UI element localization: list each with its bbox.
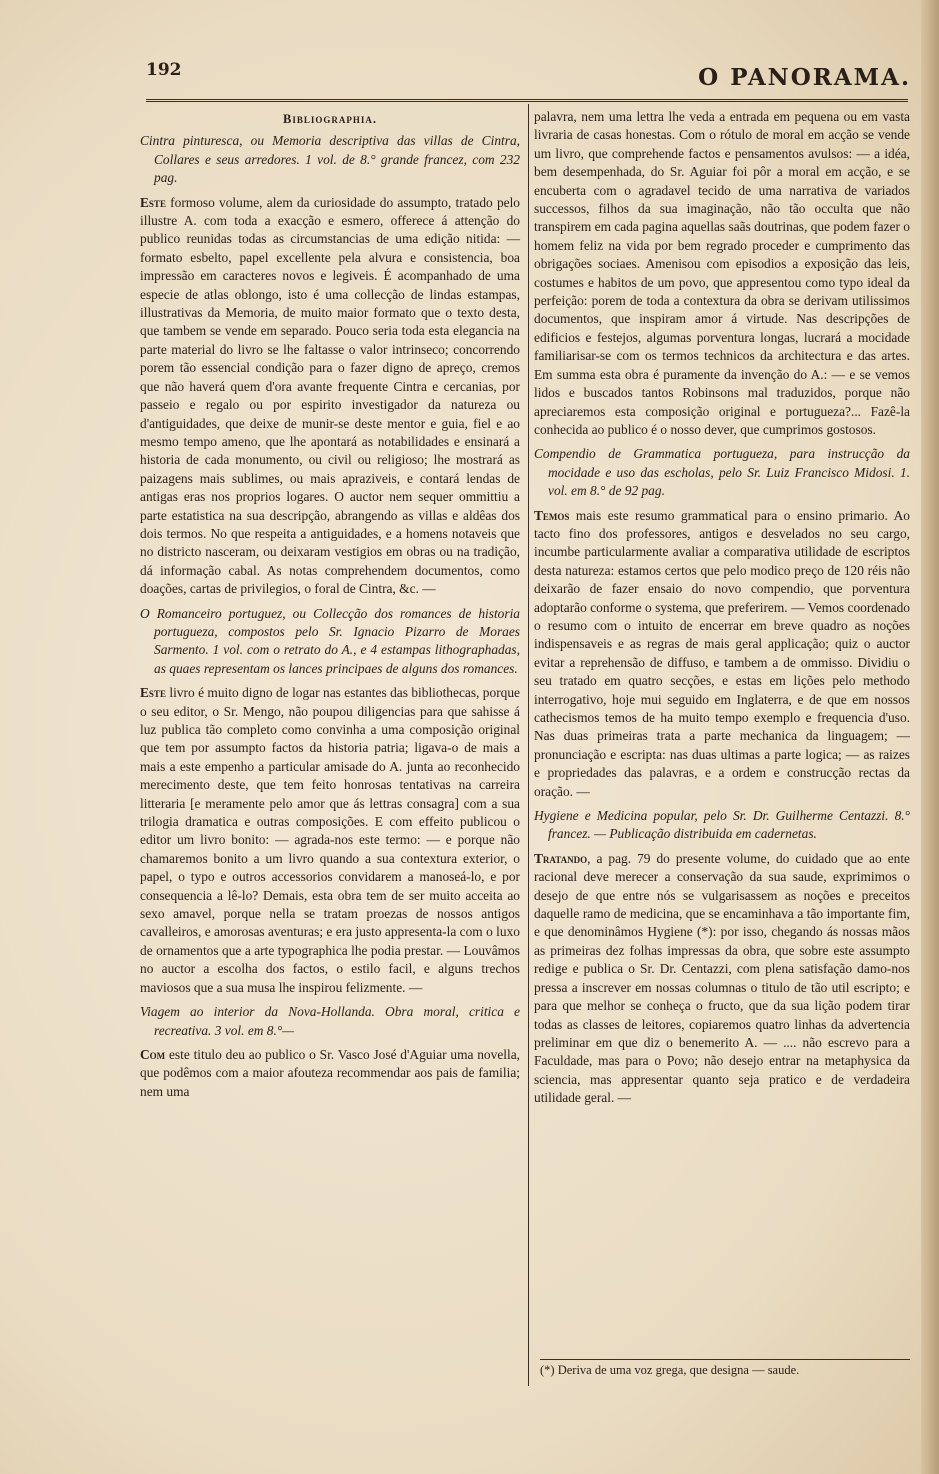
left-column [140, 108, 520, 1107]
review-paragraph: palavra, nem uma lettra lhe veda a entrada em pequena ou em vasta livraria de casas honestas. Com o rótulo de moral em acção se vende um livro, que comprehende factos e pensamentos avulsos: — a idéa, bem desempenhada, do Sr. Aguiar foi pôr a moral em acção, e se encuberta com o agradavel tecido de uma narrativa de variados successos, filhos da sua imaginação, não tão occulta que não transpirem em cada pagina aquellas saãs doutrinas, que podem fazer o homem feliz na vida por bem regrado proceder e cumprimento das obrigações sociaes. Amenisou com episodios a exposição das leis, costumes e habitos de um povo, que appresentou como typo ideal da perfeição: porem de toda a contextura da obra se derivam utilissimos documentos, que inspiram amor á virtude. Nas descripções de edificios e festejos, algumas porventura longas, lucrará a mocidade familiarisar-se com os termos technicos da architectura e das artes. Em summa esta obra é puramente da invenção do A.: — e se vemos lidos e buscados tantos Robinsons mal traduzidos, porque não apreciaremos esta composição original e portugueza?... Fazê-la conhecida ao publico é o nosso dever, que cumprimos gostosos. [534, 109, 910, 437]
book-entry-romanceiro: O Romanceiro portuguez, ou Collecção dos romances de historia portugueza, compostos pelo Sr. Ignacio Pizarro de Moraes Sarmento. 1 vol. com o retrato do A., e 4 estampas lithographadas, as quaes representam os lances principaes de alguns dos romances. [140, 605, 520, 676]
page-header [136, 60, 911, 96]
paragraph-lead: Temos [534, 507, 570, 523]
review-paragraph: Tratando, a pag. 79 do presente volume, do cuidado que ao ente racional deve merecer a conservação da sua saude, exprimimos o desejo de que entre nós se vulgarisassem as noções e preceitos daquelle ramo de medicina, que se encaminhava a tão importante fim, e que denominâmos Hygiene (*): por isso, chegando ás nossas mãos as primeiras dez folhas impressas da obra, que sobre este assumpto redige e publica o Sr. Dr. Centazzi, com plena satisfação damo-nos pressa a inscrever em nossas columnas o titulo de tão util escripto; e para que melhor se conheça o fructo, que da sua lição podem tirar todas as classes de leitores, copiaremos quatro linhas da advertencia preliminar em que diz o benemerito A. — .... não escrevo para a Faculdade, mas para o Povo; não desejo entrar na metaphysica da sciencia, mas appresentar quanto seja pratico e de verdadeira utilidade geral. — [534, 850, 910, 1106]
review-paragraph: Este formoso volume, alem da curiosidade do assumpto, tratado pelo illustre A. com toda a exacção e esmero, offerece á attenção do publico reunidas todas as circumstancias de uma edição nitida: — formato esbelto, papel excellente pela alvura e consistencia, boa impressão em caracteres novos e legiveis. É acompanhado de uma especie de atlas oblongo, isto é uma collecção de lindas estampas, illustrativas da Memoria, de muito maior formato que o texto desta, que tambem se vende em separado. Pouco seria toda esta elegancia na parte material do livro se lhe faltasse o valor intrinseco; concorrendo porem tão essencial condição para o fazer digno de apreço, cremos que não haverá quem d'ora avante frequente Cintra e cercanias, por passeio e regalo ou por espirito investigador da natureza ou d'antiguidades, que deixe de munir-se deste mentor e guia, fiel e ao mesmo tempo ameno, que lhe apontará as notabilidades e ensinará a historia de cada monumento, ou civil ou religioso; lhe mostrará as paizagens mais sublimes, ou mais apraziveis, e contará lendas de antigas eras nos proprios logares. O auctor nem sequer ommittiu a parte estatistica na sua descripção, abrangendo as villas e aldêas dos dois termos. No que respeita a antiguidades, e a homens notaveis que no districto nasceram, ou deixaram vestigios em obras ou na tradição, dá informação cabal. As notas comprehendem documentos, como doações, cartas de privilegios, o foral de Cintra, &c. — [140, 194, 520, 597]
right-column [534, 108, 910, 1114]
header-rule [146, 99, 908, 102]
page-number: 192 [146, 60, 182, 80]
journal-title: O PANORAMA. [698, 64, 911, 91]
footnote: (*) Deriva de uma voz grega, que designa — saude. [540, 1359, 910, 1378]
page-edge [921, 0, 939, 1474]
book-entry-hygiene: Hygiene e Medicina popular, pelo Sr. Dr. Guilherme Centazzi. 8.° francez. — Publicação distribuida em cadernetas. [534, 808, 910, 842]
review-paragraph: Este livro é muito digno de logar nas estantes das bibliothecas, porque o seu editor, o Sr. Mengo, não poupou diligencias para que sahisse á luz publica tão completo como convinha a uma composição original que tem por assumpto factos da historia patria; ligava-o de mais a mais a este empenho a particular amisade do A. junta ao reconhecido merecimento deste, que tem feito honrosas tentativas na carreira litteraria [e meramente pelo amor que ás lettras consagra] com a sua trilogia dramatica e outras composições. E com effeito publicou o editor um livro bonito: — agrada-nos este termo: — e porque não chamaremos bonito a um livro quando a sua contextura exterior, o papel, o typo e outros accessorios convidarem a manoseá-lo, e por consequencia a lê-lo? Demais, esta obra tem de ser muito acceita ao sexo amavel, porque nella se tratam proezas de nossos antigos cavalleiros, e amorosas aventuras; e era justo appresenta-la com o luxo de ornamentos que a arte typographica lhe podia prestar. — Louvâmos no auctor a escolha dos factos, o estilo facil, e alguns trechos maviosos que a sua musa lhe inspirou felizmente. — [140, 685, 520, 995]
paragraph-lead: Tratando [534, 850, 588, 866]
book-entry-viagem: Viagem ao interior da Nova-Hollanda. Obra moral, critica e recreativa. 3 vol. em 8.°— [140, 1004, 520, 1038]
book-entry-compendio: Compendio de Grammatica portugueza, para instrucção da mocidade e uso das escholas, pelo Sr. Luiz Francisco Midosi. 1. vol. em 8.° de 92 pag. [534, 446, 910, 499]
section-heading: Bibliographia. [283, 112, 377, 126]
paragraph-lead: Este [140, 685, 166, 701]
paragraph-lead: Com [140, 1046, 166, 1062]
paragraph-lead: Este [140, 194, 166, 210]
column-divider [528, 104, 529, 1386]
review-paragraph: Com este titulo deu ao publico o Sr. Vasco José d'Aguiar uma novella, que podêmos com a maior afouteza recommendar aos pais de familia; nem uma [140, 1046, 520, 1099]
book-entry-cintra: Cintra pinturesca, ou Memoria descriptiva das villas de Cintra, Collares e seus arredores. 1 vol. de 8.° grande francez, com 232 pag. [140, 133, 520, 186]
review-paragraph: Temos mais este resumo grammatical para o ensino primario. Ao tacto fino dos professores, antigos e desvelados no seu cargo, incumbe particularmente avaliar a comparativa utilidade de escriptos desta natureza: estamos certos que pelo modico preço de 120 réis não deixarão de fazer ensaio do novo compendio, que porventura adoptarão conforme o systema, que preferirem. — Vemos coordenado o resumo com o intuito de encerrar em breve quadro as noções indispensaveis e as regras de mais geral applicação; quiz o auctor evitar a reprehensão de diffuso, e tambem a de ommisso. Dividiu o seu tratado em quatro secções, e estas em lições pelo methodo interrogativo, hoje mui seguido em Inglaterra, e de que em nossos cathecismos temos de ha muito tempo exemplo e frequencia d'uso. Nas duas primeiras trata a parte mechanica da linguagem; — pronunciação e escripta: nas duas ultimas a parte logica; — as raizes e propriedades das palavras, e a ordem e construcção rectas da oração. — [534, 507, 910, 799]
